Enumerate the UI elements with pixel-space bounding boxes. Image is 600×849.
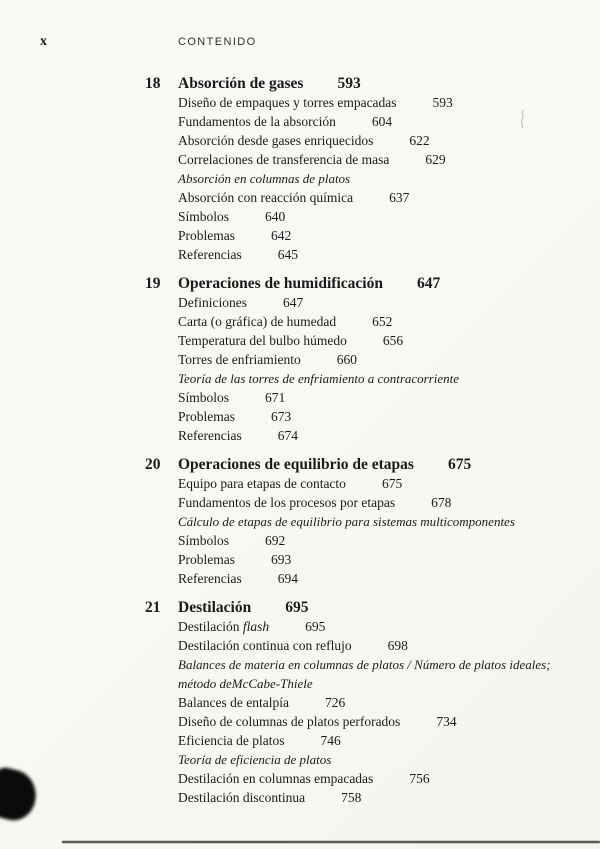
page-folio: x xyxy=(40,34,47,49)
entry-text: Absorción desde gases enriquecidos xyxy=(178,133,374,148)
entry-page-number: 746 xyxy=(320,733,341,748)
toc-entry xyxy=(178,169,570,188)
entry-text: Destilación discontinua xyxy=(178,790,306,805)
toc-entry xyxy=(178,207,570,226)
entry-text: Símbolos xyxy=(178,209,230,224)
entry-text: Correlaciones de transferencia de masa xyxy=(178,152,390,167)
entry-page-number: 758 xyxy=(341,790,362,805)
entry-page-number: 647 xyxy=(282,295,304,310)
chapter-entries xyxy=(178,293,585,445)
entry-page-number: 629 xyxy=(425,152,446,167)
entry-page-number: 675 xyxy=(381,476,403,491)
entry-page-number: 642 xyxy=(271,228,292,243)
toc-entry xyxy=(178,550,570,569)
entry-text: Diseño de empaques y torres empacadas xyxy=(178,95,397,110)
entry-page-number: 673 xyxy=(271,409,292,424)
chapter-page-number: 675 xyxy=(447,456,472,473)
entry-text: Carta (o gráfica) de humedad xyxy=(178,314,337,329)
entry-page-number: 694 xyxy=(277,571,298,586)
entry-page-number: 692 xyxy=(265,533,286,548)
entry-text: Símbolos xyxy=(178,390,230,405)
entry-text: Equipo para etapas de contacto xyxy=(178,476,346,491)
entry-page-number: 637 xyxy=(389,190,410,205)
toc-entry xyxy=(178,512,570,531)
chapter-title: Destilación xyxy=(178,599,252,616)
toc-entry xyxy=(178,712,570,731)
toc-entry xyxy=(178,788,570,807)
toc-entry xyxy=(178,731,570,750)
chapter-20 xyxy=(145,455,585,588)
entry-text: Teoría de eficiencia de platos xyxy=(178,752,332,767)
chapter-page-number: 593 xyxy=(337,75,361,92)
entry-text: Referencias xyxy=(178,571,242,586)
entry-text: Eficiencia de platos xyxy=(178,733,285,748)
toc-entry xyxy=(178,636,570,655)
chapter-18 xyxy=(145,74,585,264)
entry-page-number: 660 xyxy=(336,352,358,367)
chapter-entries xyxy=(178,474,585,588)
chapter-heading xyxy=(145,74,585,93)
chapter-page-number: 647 xyxy=(416,275,441,292)
entry-text: Absorción con reacción química xyxy=(178,190,354,205)
entry-page-number: 645 xyxy=(277,247,298,262)
toc-entry xyxy=(178,350,570,369)
entry-text-run: Destilación xyxy=(178,619,243,634)
chapter-number: 18 xyxy=(145,75,161,92)
toc-entry xyxy=(178,93,570,112)
entry-page-number: 698 xyxy=(387,638,408,653)
entry-text: Balances de materia en columnas de platos / Número de platos ideales; método deMcCabe-Thiele xyxy=(178,657,551,691)
toc-entry xyxy=(178,750,570,769)
toc-entry xyxy=(178,331,570,350)
toc-entry xyxy=(178,112,570,131)
toc-entry xyxy=(178,474,570,493)
entry-text: Problemas xyxy=(178,552,235,567)
chapter-heading xyxy=(145,598,585,617)
entry-page-number: 640 xyxy=(265,209,286,224)
entry-text: Balances de entalpía xyxy=(178,695,289,710)
chapter-21 xyxy=(145,598,585,807)
entry-page-number: 678 xyxy=(431,495,452,510)
entry-page-number: 726 xyxy=(324,695,346,710)
toc-entry xyxy=(178,617,570,636)
table-of-contents xyxy=(145,74,585,817)
entry-text: Teoría de las torres de enfriamiento a contracorriente xyxy=(178,371,460,386)
entry-text: Referencias xyxy=(178,247,242,262)
chapter-title: Operaciones de humidificación xyxy=(178,275,383,292)
entry-page-number: 604 xyxy=(371,114,393,129)
chapter-entries xyxy=(178,617,585,807)
entry-page-number: 593 xyxy=(432,95,453,110)
chapter-19 xyxy=(145,274,585,445)
entry-text-run: flash xyxy=(242,619,270,634)
entry-page-number: 693 xyxy=(271,552,292,567)
page-header xyxy=(0,33,600,53)
toc-entry xyxy=(178,131,570,150)
toc-entry xyxy=(178,369,570,388)
scan-artifact-line xyxy=(62,841,600,843)
chapter-entries xyxy=(178,93,585,264)
chapter-number: 19 xyxy=(145,275,161,292)
running-head-title: CONTENIDO xyxy=(178,36,257,48)
toc-entry xyxy=(178,426,570,445)
toc-entry xyxy=(178,407,570,426)
toc-entry xyxy=(178,769,570,788)
scan-artifact-blob xyxy=(0,765,41,825)
entry-text: Símbolos xyxy=(178,533,230,548)
entry-page-number: 756 xyxy=(409,771,430,786)
entry-text: Definiciones xyxy=(178,295,247,310)
toc-entry xyxy=(178,188,570,207)
entry-text: Destilación continua con reflujo xyxy=(178,638,352,653)
entry-text: Fundamentos de los procesos por etapas xyxy=(178,495,396,510)
chapter-title: Absorción de gases xyxy=(178,75,304,92)
toc-entry xyxy=(178,312,570,331)
entry-text xyxy=(178,619,269,634)
entry-text: Destilación en columnas empacadas xyxy=(178,771,374,786)
toc-entry xyxy=(178,150,570,169)
entry-page-number: 695 xyxy=(305,619,326,634)
chapter-heading xyxy=(145,274,585,293)
chapter-heading xyxy=(145,455,585,474)
entry-text: Fundamentos de la absorción xyxy=(178,114,336,129)
entry-text: Absorción en columnas de platos xyxy=(178,171,351,186)
chapter-number: 21 xyxy=(145,599,161,616)
entry-page-number: 656 xyxy=(382,333,404,348)
chapter-number: 20 xyxy=(145,456,161,473)
entry-page-number: 652 xyxy=(372,314,393,329)
toc-entry xyxy=(178,245,570,264)
toc-entry xyxy=(178,293,570,312)
toc-entry xyxy=(178,388,570,407)
toc-entry xyxy=(178,531,570,550)
chapter-title: Operaciones de equilibrio de etapas xyxy=(178,456,414,473)
entry-text: Temperatura del bulbo húmedo xyxy=(178,333,347,348)
entry-text: Referencias xyxy=(178,428,242,443)
entry-page-number: 734 xyxy=(436,714,457,729)
entry-page-number: 671 xyxy=(265,390,286,405)
entry-text: Problemas xyxy=(178,409,235,424)
entry-text: Problemas xyxy=(178,228,235,243)
entry-page-number: 674 xyxy=(277,428,298,443)
entry-text: Cálculo de etapas de equilibrio para sistemas multicomponentes xyxy=(178,514,515,529)
toc-entry xyxy=(178,693,570,712)
toc-entry xyxy=(178,493,570,512)
toc-entry xyxy=(178,226,570,245)
entry-page-number: 622 xyxy=(409,133,430,148)
toc-entry xyxy=(178,655,570,693)
chapter-page-number: 695 xyxy=(285,599,309,616)
toc-entry xyxy=(178,569,570,588)
entry-text: Diseño de columnas de platos perforados xyxy=(178,714,401,729)
entry-text: Torres de enfriamiento xyxy=(178,352,301,367)
